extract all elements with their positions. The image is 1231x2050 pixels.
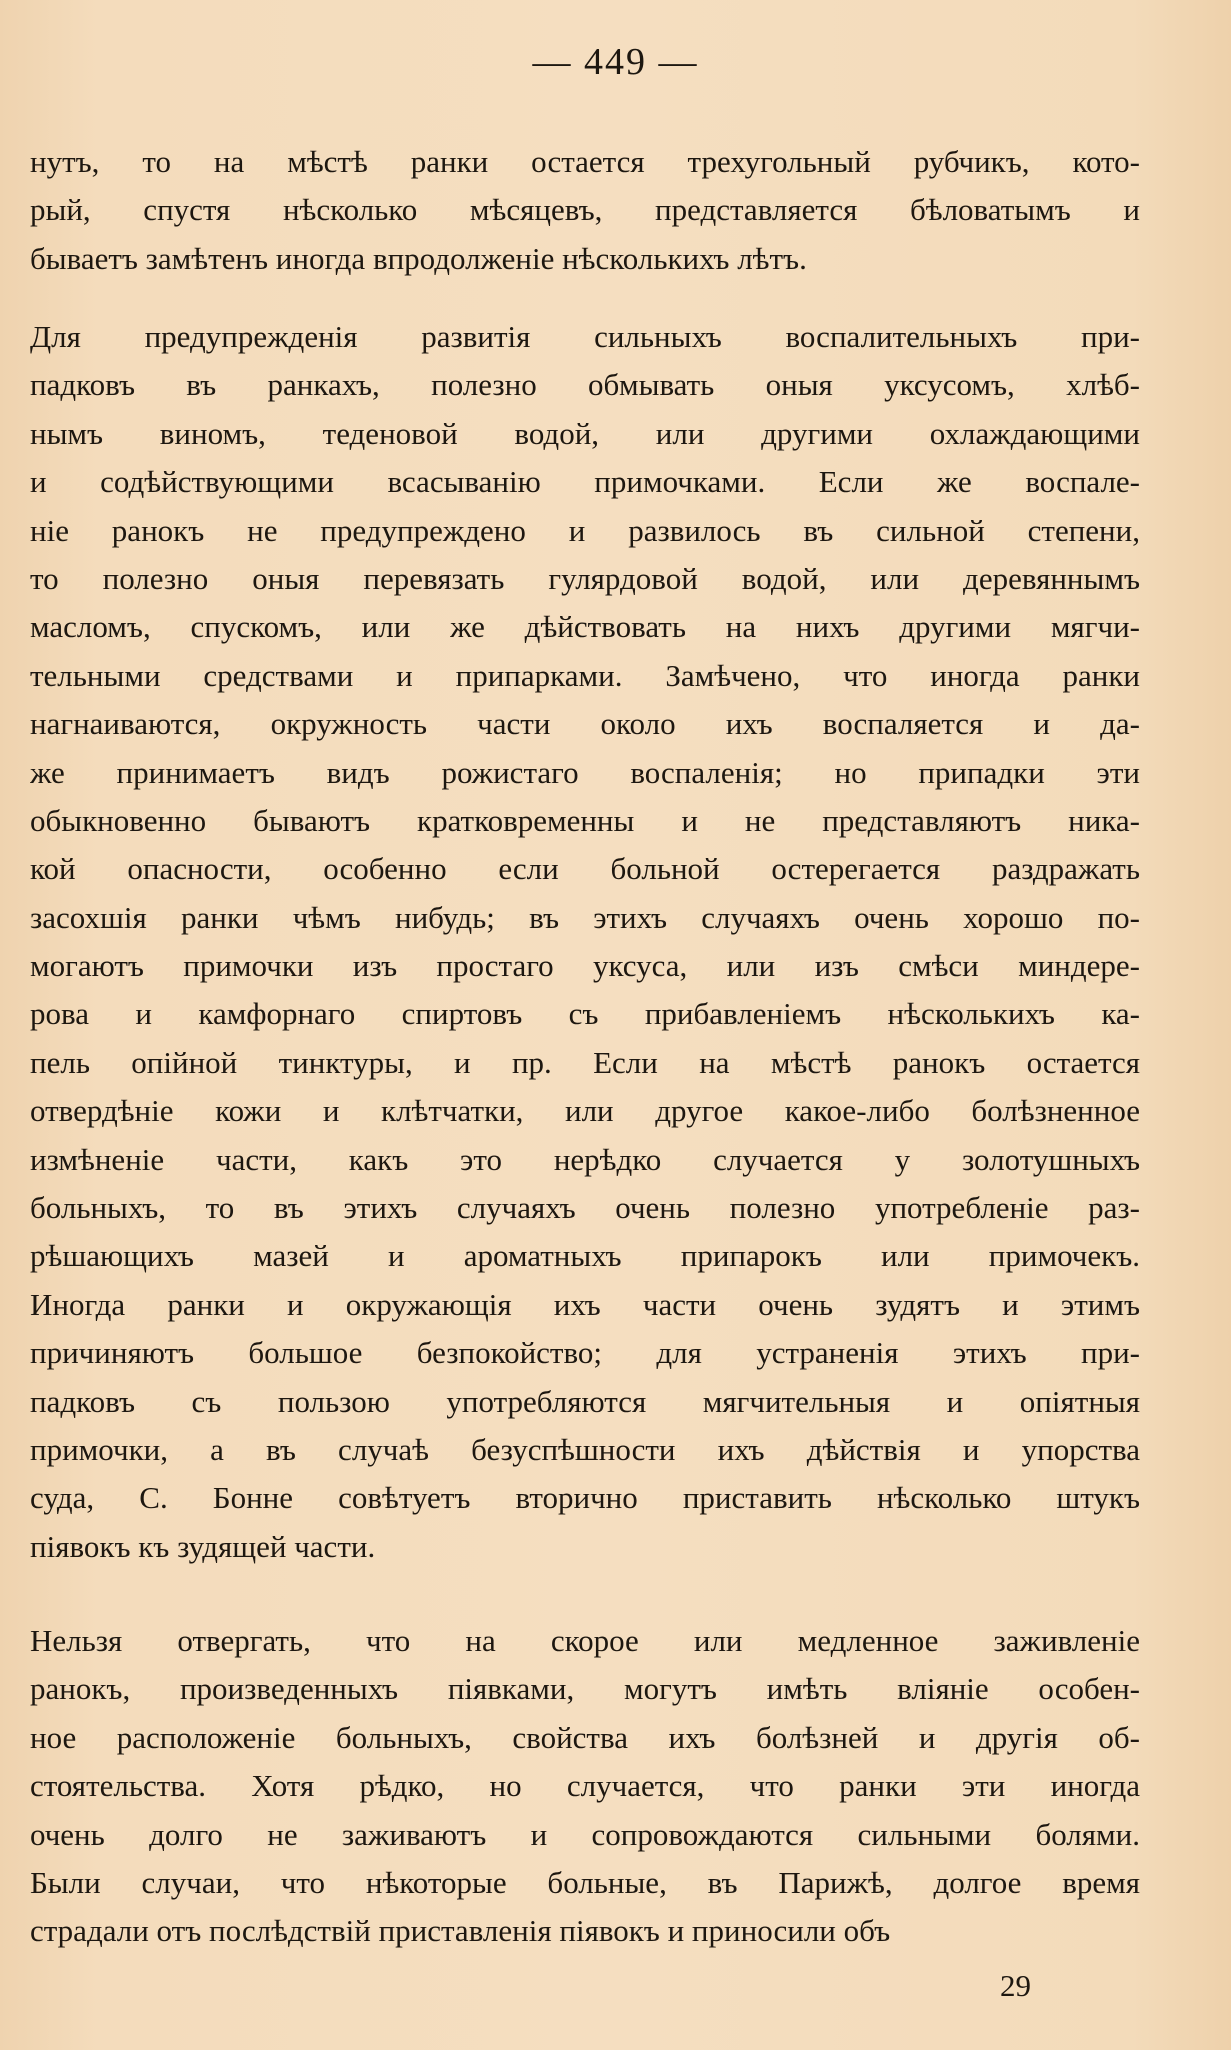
page-number: — 449 — [532,41,699,83]
text-line: рова и камфорнаго спиртовъ съ прибавленіемъ нѣсколькихъ ка- [30,996,1140,1032]
text-line: могаютъ примочки изъ простаго уксуса, или изъ смѣси миндере- [30,948,1140,984]
text-line: ранокъ, произведенныхъ піявками, могутъ имѣть вліяніе особен- [30,1671,1140,1707]
text-line: падковъ въ ранкахъ, полезно обмывать оныя уксусомъ, хлѣб- [30,367,1140,403]
text-line: нымъ виномъ, теденовой водой, или другими охлаждающими [30,415,1140,451]
text-line: ніе ранокъ не предупреждено и развилось въ сильной степени, [30,512,1140,548]
text-line: нагнаиваются, окружность части около ихъ воспаляется и да- [30,706,1140,742]
text-line: Были случаи, что нѣкоторые больные, въ Парижѣ, долгое время [30,1864,1140,1900]
text-line: нутъ, то на мѣстѣ ранки остается трехугольный рубчикъ, кото- [30,144,1140,179]
text-line: обыкновенно бываютъ кратковременны и не представляютъ ника- [30,802,1140,838]
text-line: піявокъ къ зудящей части. [30,1528,376,1564]
text-line: кой опасности, особенно если больной остерегается раздражать [30,851,1140,887]
text-line: масломъ, спускомъ, или же дѣйствовать на нихъ другими мягчи- [30,609,1140,645]
text-line: Нельзя отвергать, что на скорое или медленное заживленіе [30,1623,1140,1658]
text-line: примочки, а въ случаѣ безуспѣшности ихъ дѣйствія и упорства [30,1431,1140,1467]
text-line: суда, С. Бонне совѣтуетъ вторично приставить нѣсколько штукъ [30,1480,1140,1516]
text-line: Иногда ранки и окружающія ихъ части очень зудятъ и этимъ [30,1286,1140,1322]
text-line: падковъ съ пользою употребляются мягчительныя и опіятныя [30,1383,1140,1419]
paragraph-2 [30,313,1140,1571]
text-line: и содѣйствующими всасыванію примочками. Если же воспале- [30,464,1140,500]
text-line: бываетъ замѣтенъ иногда впродолженіе нѣсколькихъ лѣтъ. [30,240,807,276]
text-line: причиняютъ большое безпокойство; для устраненія этихъ при- [30,1335,1140,1371]
text-line: больныхъ, то въ этихъ случаяхъ очень полезно употребленіе раз- [30,1190,1140,1226]
text-line: пель опійной тинктуры, и пр. Если на мѣстѣ ранокъ остается [30,1044,1140,1080]
text-line: рѣшающихъ мазей и ароматныхъ припарокъ или примочекъ. [30,1238,1140,1274]
text-line: измѣненіе части, какъ это нерѣдко случается у золотушныхъ [30,1141,1140,1177]
text-line: отвердѣніе кожи и клѣтчатки, или другое какое-либо болѣзненное [30,1093,1140,1129]
signature-mark: 29 [1000,1968,1031,2003]
paragraph-3 [30,1617,1140,1956]
text-line: Для предупрежденія развитія сильныхъ воспалительныхъ при- [30,319,1140,354]
text-line: же принимаетъ видъ рожистаго воспаленія; но припадки эти [30,754,1140,790]
text-line: стоятельства. Хотя рѣдко, но случается, что ранки эти иногда [30,1768,1140,1804]
text-line: ное расположеніе больныхъ, свойства ихъ болѣзней и другія об- [30,1719,1140,1755]
text-line: то полезно оныя перевязать гулярдовой водой, или деревяннымъ [30,560,1140,596]
text-line: очень долго не заживаютъ и сопровождаются сильными болями. [30,1816,1140,1852]
paragraph-1 [30,138,1140,283]
text-line: тельными средствами и припарками. Замѣчено, что иногда ранки [30,657,1140,693]
text-line: страдали отъ послѣдствій приставленія піявокъ и приносили объ [30,1913,891,1949]
text-line: засохшія ранки чѣмъ нибудь; въ этихъ случаяхъ очень хорошо по- [30,899,1140,935]
text-line: рый, спустя нѣсколько мѣсяцевъ, представляется бѣловатымъ и [30,192,1140,228]
